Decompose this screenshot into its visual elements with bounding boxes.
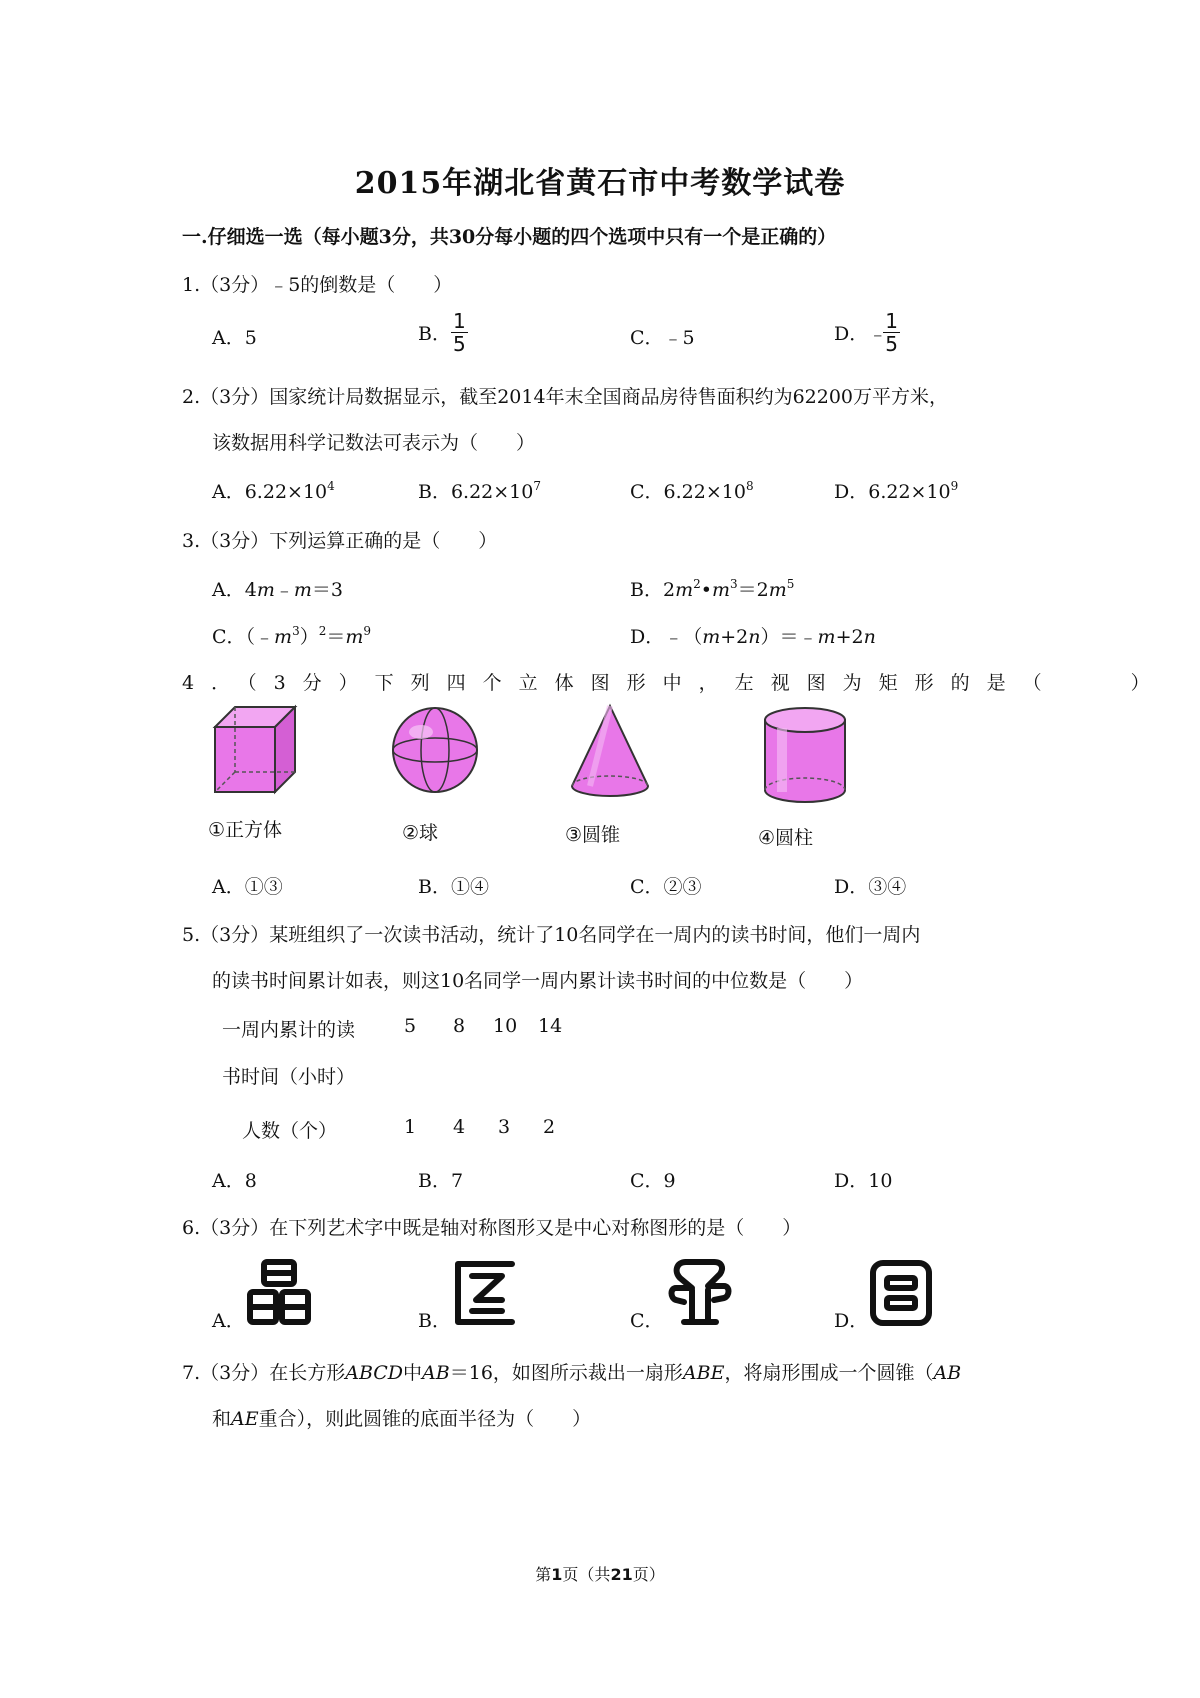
footer-middle: 页（共 [562, 1565, 611, 1584]
q3-b-e3: 5 [786, 577, 795, 591]
q3-c-e3: 9 [363, 624, 372, 638]
footer-page-number: 1 [551, 1565, 563, 1584]
q5-option-a: A．8 [212, 1170, 257, 1192]
q4-stem: 4．（3分）下列四个立体图形中，左视图为矩形的是（ ） [182, 672, 1167, 694]
q5-option-d: D．10 [834, 1170, 893, 1192]
q3-option-d [630, 622, 876, 649]
q1-stem: 1.（3分）﹣5的倒数是（ ） [182, 274, 453, 296]
q3-b-e1: 2 [693, 577, 701, 591]
q3-a-p3: ＝3 [311, 579, 343, 601]
q7-p3: ＝16，如图所示裁出一扇形 [449, 1362, 683, 1384]
art-char-a [246, 1258, 312, 1328]
q3-b-p2: • [700, 579, 712, 601]
table-cell: 14 [538, 1015, 563, 1037]
cylinder-figure [755, 702, 855, 812]
q5-stem-line1: 5.（3分）某班组织了一次读书活动，统计了10名同学在一周内的读书时间，他们一周内 [182, 924, 921, 946]
q2-option-b-base: B．6.22×10 [418, 481, 534, 503]
q3-a-p2: ﹣ [274, 579, 294, 601]
q1-option-d-denominator: 5 [885, 332, 898, 356]
sphere-figure [385, 702, 485, 802]
cone-figure [560, 698, 660, 808]
shape-label-cylinder: ④圆柱 [758, 827, 814, 849]
q7-stem-line1 [182, 1358, 961, 1385]
q2-option-a-exponent: 4 [327, 479, 335, 493]
q7-v2: AB [422, 1362, 450, 1384]
q6-option-c: C． [630, 1310, 664, 1332]
q3-b-v2: m [711, 579, 730, 601]
q1-option-b-label: B． [418, 323, 451, 345]
q7-l2-v1: AE [231, 1408, 259, 1430]
q3-c-v1: m [274, 626, 293, 648]
q6-option-d: D． [834, 1310, 869, 1332]
table-row1-label-line1: 一周内累计的读 [222, 1019, 356, 1041]
q4-option-a: A．①③ [212, 876, 283, 898]
table-cell: 5 [404, 1015, 417, 1037]
q1-option-d-fraction [883, 310, 900, 355]
q2-option-c-exponent: 8 [745, 479, 754, 493]
q2-stem-line2: 该数据用科学记数法可表示为（ ） [212, 432, 536, 454]
q3-option-c [212, 622, 371, 649]
table-cell: 8 [453, 1015, 466, 1037]
q2-option-c-base: C．6.22×10 [630, 481, 746, 503]
q3-d-p2: +2 [720, 626, 749, 648]
table-cell: 4 [453, 1116, 466, 1138]
q7-v3: ABE [682, 1362, 725, 1384]
q7-stem-line2 [212, 1404, 591, 1431]
q1-option-b-denominator: 5 [452, 332, 466, 356]
q1-option-b-fraction [451, 310, 468, 355]
q3-b-v3: m [768, 579, 787, 601]
q6-option-b: B． [418, 1310, 451, 1332]
q3-d-v1: m [702, 626, 721, 648]
q7-v4: AB [933, 1362, 962, 1384]
footer-prefix: 第 [535, 1565, 552, 1584]
art-char-b [452, 1258, 518, 1328]
table-cell: 3 [498, 1116, 511, 1138]
q3-d-p4: +2 [835, 626, 864, 648]
q4-option-c: C．②③ [630, 876, 702, 898]
q2-option-b-exponent: 7 [533, 479, 542, 493]
q2-stem-line1: 2.（3分）国家统计局数据显示，截至2014年末全国商品房待售面积约为62200万平方米， [182, 386, 949, 408]
q3-d-p3: ）＝﹣ [760, 626, 818, 648]
table-cell: 2 [543, 1116, 556, 1138]
footer-suffix: 页） [632, 1565, 665, 1584]
q2-option-c [630, 477, 754, 504]
q6-stem: 6.（3分）在下列艺术字中既是轴对称图形又是中心对称图形的是（ ） [182, 1217, 802, 1239]
q1-option-b [418, 310, 468, 355]
q1-option-d-numerator: 1 [885, 309, 898, 333]
shape-label-sphere: ②球 [402, 822, 439, 844]
footer-total-pages: 21 [610, 1565, 633, 1584]
sphere-body [393, 708, 477, 792]
q7-v1: ABCD [345, 1362, 404, 1384]
q1-option-b-numerator: 1 [452, 309, 466, 333]
shape-label-cone: ③圆锥 [565, 824, 621, 846]
q3-d-v2: n [748, 626, 761, 648]
q2-option-b [418, 477, 541, 504]
q4-option-d: D．③④ [834, 876, 907, 898]
q3-c-e2: 2 [318, 624, 327, 638]
q3-d-p1: D．﹣（ [630, 626, 703, 648]
q1-option-d-label: D． [834, 323, 869, 345]
q4-option-b: B．①④ [418, 876, 489, 898]
table-cell: 1 [404, 1116, 417, 1138]
q7-l2-p1: 和 [212, 1408, 232, 1430]
q2-option-d [834, 477, 958, 504]
q3-option-b [630, 575, 794, 602]
q2-option-a [212, 477, 335, 504]
q3-a-p1: A．4 [212, 579, 257, 601]
q5-option-b: B．7 [418, 1170, 464, 1192]
q3-c-p2: ） [299, 626, 319, 648]
q3-d-v3: m [817, 626, 836, 648]
q2-option-a-base: A．6.22×10 [212, 481, 328, 503]
q3-b-e2: 3 [729, 577, 738, 591]
q3-a-v1: m [256, 579, 275, 601]
q7-p2: 中 [403, 1362, 423, 1384]
cone-body [572, 706, 648, 796]
q7-p4: ，将扇形围成一个圆锥（ [724, 1362, 934, 1384]
q5-option-c: C．9 [630, 1170, 676, 1192]
q3-c-e1: 3 [292, 624, 300, 638]
q1-option-d [834, 310, 900, 355]
page-footer [0, 1562, 1200, 1585]
q3-a-v2: m [293, 579, 312, 601]
q3-c-p1: C．（﹣ [212, 626, 275, 648]
q7-p1: 7.（3分）在长方形 [182, 1362, 346, 1384]
table-row1-label-line2: 书时间（小时） [222, 1066, 356, 1088]
cylinder-highlight [777, 728, 787, 792]
q2-option-d-exponent: 9 [950, 479, 959, 493]
q7-l2-p2: 重合），则此圆锥的底面半径为（ ） [258, 1408, 592, 1430]
q3-c-v2: m [345, 626, 364, 648]
q1-option-d-sign: ﹣ [868, 323, 888, 345]
art-char-c [664, 1256, 736, 1328]
q5-stem-line2: 的读书时间累计如表，则这10名同学一周内累计读书时间的中位数是（ ） [212, 970, 864, 992]
q3-c-p3: ＝ [326, 626, 346, 648]
shape-label-cube: ①正方体 [208, 819, 283, 841]
q3-stem: 3.（3分）下列运算正确的是（ ） [182, 530, 498, 552]
table-row2-label: 人数（个） [242, 1120, 338, 1142]
cube-figure [205, 702, 325, 802]
q3-b-v1: m [675, 579, 694, 601]
section-title: 一.仔细选一选（每小题3分，共30分每小题的四个选项中只有一个是正确的） [182, 226, 837, 248]
q1-option-c: C．﹣5 [630, 327, 695, 349]
q3-option-a [212, 575, 343, 602]
art-char-d [868, 1258, 934, 1328]
page-title: 2015年湖北省黄石市中考数学试卷 [354, 166, 846, 201]
table-cell: 10 [493, 1015, 518, 1037]
q3-d-v4: n [863, 626, 876, 648]
q2-option-d-base: D．6.22×10 [834, 481, 951, 503]
q3-b-p3: ＝2 [737, 579, 769, 601]
q3-b-p1: B．2 [630, 579, 676, 601]
q1-option-a: A．5 [212, 327, 257, 349]
q6-option-a: A． [212, 1310, 245, 1332]
sphere-highlight [409, 725, 433, 739]
